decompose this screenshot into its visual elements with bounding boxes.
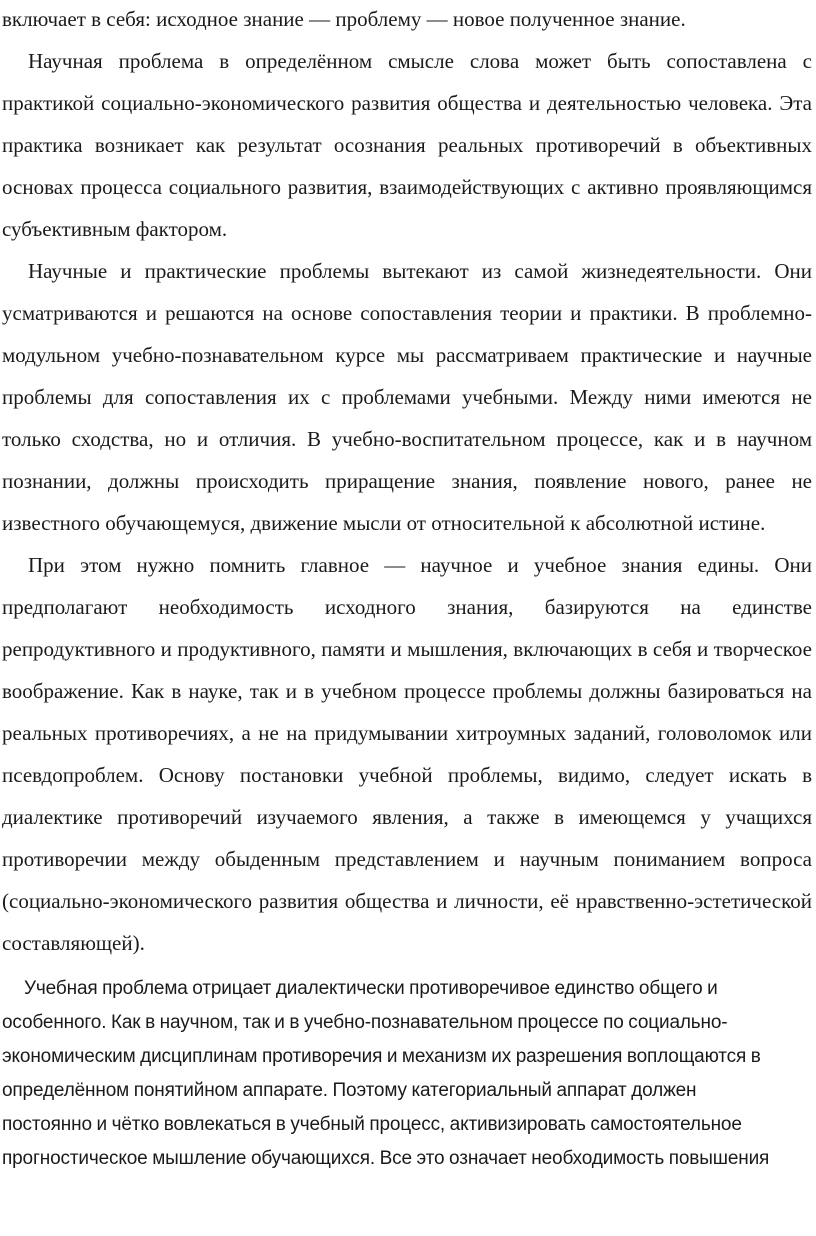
text-line: постоянно и чётко вовлекаться в учебный процесс, активизировать самостоятельное <box>2 1114 742 1135</box>
paragraph-practical-problems: Научные и практические проблемы вытекают из самой жизнедеятельности. Они усматриваются и решаются на основе сопоставления теории и практики. В проблемно-модульном учебно-познавательном курсе мы рассматриваем практические и научные проблемы для сопоставления их с проблемами учебными. Между ними имеются не только сходства, но и отличия. В учебно-воспитательном процессе, как и в научном познании, должны происходить приращение знания, появление нового, ранее не известного обучающемуся, движение мысли от относительной к абсолютной истине. <box>2 259 812 535</box>
text-line: Учебная проблема отрицает диалектически противоречивое единство общего и <box>24 978 718 999</box>
text-line: экономическим дисциплинам противоречия и механизм их разрешения воплощаются в <box>2 1046 761 1067</box>
text-line: прогностическое мышление обучающихся. Все это означает необходимость повышения <box>2 1148 770 1169</box>
paragraph-continuation: включает в себя: исходное знание — проблему — новое полученное знание. <box>2 7 686 31</box>
text-line: определённом понятийном аппарате. Поэтому категориальный аппарат должен <box>2 1080 697 1101</box>
text-line: особенного. Как в научном, так и в учебно-познавательном процессе по социально- <box>2 1012 728 1033</box>
paragraph-educational-problem <box>2 972 812 1176</box>
paragraph-scientific-problem: Научная проблема в определённом смысле слова может быть сопоставлена с практикой социально-экономического развития общества и деятельностью человека. Эта практика возникает как результат осознания реальных противоречий в объективных основах процесса социального развития, взаимодействующих с активно проявляющимся субъективным фактором. <box>2 49 812 241</box>
paragraph-unity-of-knowledge: При этом нужно помнить главное — научное и учебное знания едины. Они предполагают необходимость исходного знания, базируются на единстве репродуктивного и продуктивного, памяти и мышления, включающих в себя и творческое воображение. Как в науке, так и в учебном процессе проблемы должны базироваться на реальных противоречиях, а не на придумывании хитроумных заданий, головоломок или псевдопроблем. Основу постановки учебной проблемы, видимо, следует искать в диалектике противоречий изучаемого явления, а также в имеющемся у учащихся противоречии между обыденным представлением и научным пониманием вопроса (социально-экономического развития общества и личности, её нравственно-эстетической составляющей). <box>2 553 812 955</box>
